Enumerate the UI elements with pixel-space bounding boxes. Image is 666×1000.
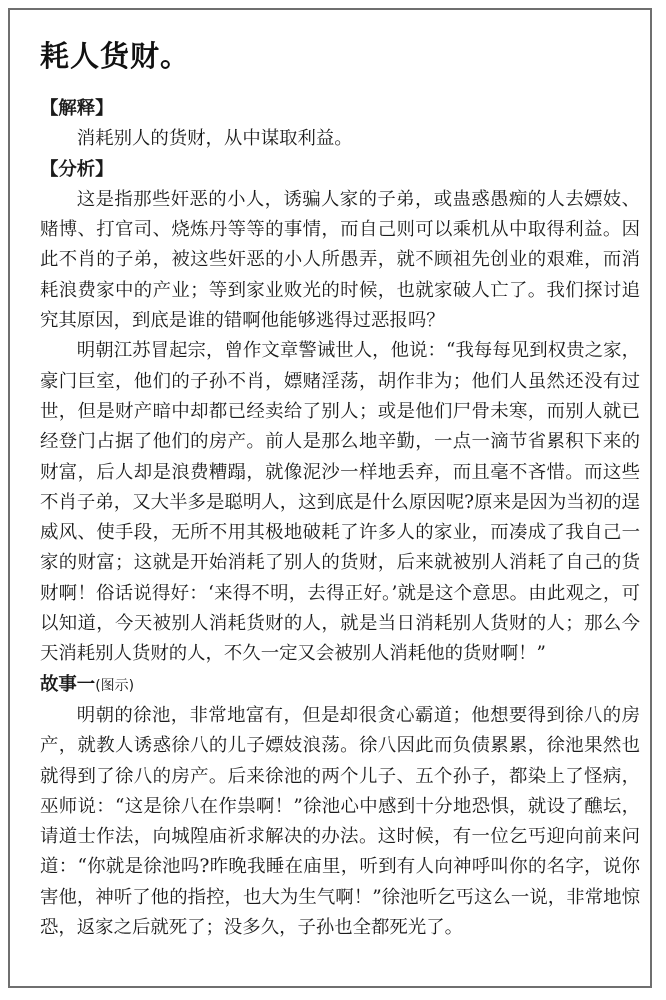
story1-note: (图示) bbox=[95, 677, 135, 694]
story1-heading: 故事一 bbox=[40, 673, 96, 695]
story1-paragraph: 明朝的徐池，非常地富有，但是却很贪心霸道；他想要得到徐八的房产，就教人诱惑徐八的儿子嫖妓浪荡。徐八因此而负债累累，徐池果然也就得到了徐八的房产。后来徐池的两个儿子、五个孙子，都染上了怪病，巫师说：“这是徐八在作祟啊！”徐池心中感到十分地恐惧，就设了醮坛，请道士作法，向城隍庙祈求解决的办法。这时候，有一位乞丐迎向前来问道：“你就是徐池吗?昨晚我睡在庙里，听到有人向神呼叫你的名字，说你害他，神听了他的指控，也大为生气啊！”徐池听乞丐这么一说，非常地惊恐，返家之后就死了；没多久，子孙也全都死光了。 bbox=[40, 704, 640, 939]
explanation-text: 消耗别人的货财，从中谋取利益。 bbox=[76, 128, 353, 150]
page-title: 耗人货财。 bbox=[40, 39, 191, 73]
analysis-heading: 【分析】 bbox=[40, 158, 114, 180]
story1-heading-row bbox=[40, 670, 640, 701]
analysis-paragraph-2: 明朝江苏冒起宗，曾作文章警诫世人，他说：“我每每见到权贵之家，豪门巨室，他们的子孙不肖，嫖赌淫荡，胡作非为；他们人虽然还没有过世，但是财产暗中却都已经卖给了别人；或是他们尸骨未寒，而别人就已经登门占据了他们的房产。前人是那么地辛勤，一点一滴节省累积下来的财富，后人却是浪费糟蹋，就像泥沙一样地丢弃，而且毫不吝惜。而这些不肖子弟，又大半多是聪明人，这到底是什么原因呢?原来是因为当初的逞威风、使手段，无所不用其极地破耗了许多人的家业，而凑成了我自己一家的财富；这就是开始消耗了别人的货财，后来就被别人消耗了自己的货财啊！俗话说得好：‘来得不明，去得正好。’就是这个意思。由此观之，可以知道，今天被别人消耗货财的人，就是当日消耗别人货财的人；那么今天消耗别人货财的人，不久一定又会被别人消耗他的货财啊！” bbox=[40, 340, 640, 665]
explanation-heading: 【解释】 bbox=[40, 98, 114, 119]
page-frame bbox=[8, 8, 652, 988]
analysis-paragraph-1: 这是指那些奸恶的小人，诱骗人家的子弟，或蛊惑愚痴的人去嫖妓、赌博、打官司、烧炼丹等等的事情，而自己则可以乘机从中取得利益。因此不肖的子弟，被这些奸恶的小人所愚弄，就不顾祖先创业的艰难，而消耗浪费家中的产业；等到家业败光的时候，也就家破人亡了。我们探讨追究其原因，到底是谁的错啊他能够逃得过恶报吗？ bbox=[40, 188, 640, 332]
page-content bbox=[40, 94, 640, 943]
